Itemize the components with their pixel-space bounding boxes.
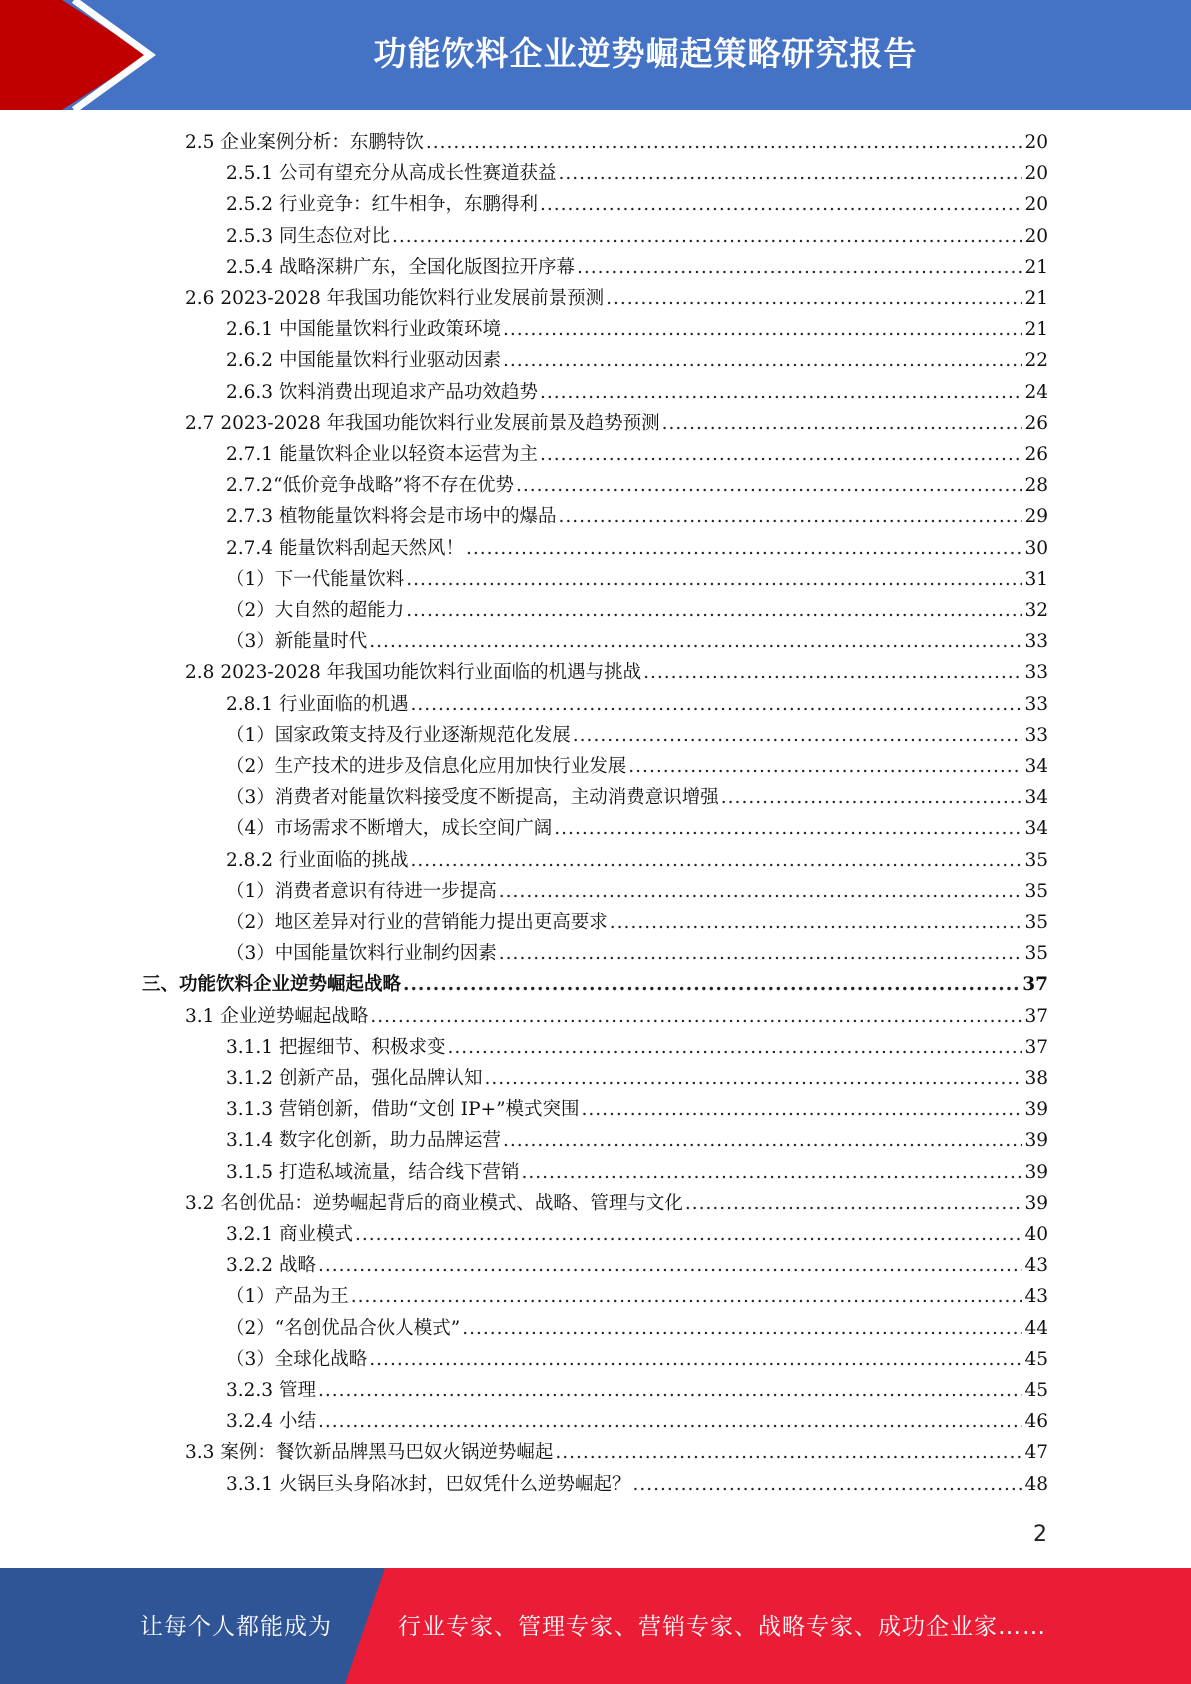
toc-dot-leader [555,1437,1022,1468]
toc-entry[interactable] [226,813,1048,844]
toc-entry-title: 行业面临的挑战 [278,849,409,871]
toc-entry[interactable] [226,876,1048,907]
toc-entry-title: 功能饮料企业逆势崛起战略 [179,974,402,996]
toc-entry-label [226,1032,445,1063]
toc-dot-leader [503,314,1022,345]
toc-dot-leader [540,377,1022,408]
toc-entry-number: 2.8.2 [226,849,274,871]
toc-entry-title: 消费者对能量饮料接受度不断提高，主动消费意识增强 [274,787,719,809]
toc-entry[interactable] [142,969,1048,1000]
toc-entry-label [226,314,501,345]
toc-entry-label [226,1094,580,1125]
toc-entry-title: 火锅巨头身陷冰封，巴奴凭什么逆势崛起？ [278,1473,631,1495]
toc-entry-title: 全球化战略 [274,1348,368,1370]
toc-entry-page: 37 [1024,1036,1048,1058]
toc-entry-number: 2.8 [185,662,215,684]
toc-entry-title: 中国能量饮料行业制约因素 [274,943,497,965]
toc-entry-label [226,221,390,252]
toc-entry-number: 2.7 [185,412,215,434]
toc-entry-number: 3.3 [185,1442,215,1464]
toc-dot-leader [643,657,1022,688]
toc-dot-leader [484,1063,1022,1094]
toc-entry-number: 3.2.2 [226,1255,274,1277]
toc-entry-number: 2.5.2 [226,194,274,216]
toc-entry[interactable] [185,1437,1048,1468]
toc-entry-number: 3.2.4 [226,1411,274,1433]
toc-entry-number: 三、 [142,974,180,996]
toc-dot-leader [466,533,1022,564]
toc-entry-label [226,345,501,376]
toc-entry-page: 40 [1024,1224,1048,1245]
toc-entry-number: 3.2.1 [226,1224,274,1245]
toc-entry-page: 20 [1024,225,1048,247]
toc-entry-title: 战略 [278,1255,316,1277]
toc-entry[interactable] [185,1001,1048,1032]
toc-entry-label [226,1157,519,1188]
toc-entry-number: （2） [226,600,275,621]
toc-entry-title: 中国能量饮料行业政策环境 [278,319,501,341]
toc-entry[interactable] [226,564,1048,595]
toc-entry-number: 2.7.2 [226,475,274,497]
toc-entry-number: 2.5.1 [226,163,274,185]
toc-entry-label [226,720,571,751]
toc-entry-page: 20 [1024,163,1048,185]
toc-entry-number: 2.8.1 [226,693,274,715]
toc-dot-leader [685,1188,1023,1219]
toc-entry[interactable] [226,1063,1048,1094]
toc-entry-page: 35 [1024,912,1048,933]
toc-entry-title: 饮料消费出现追求产品功效趋势 [278,381,538,403]
toc-entry-title: 战略深耕广东，全国化版图拉开序幕 [278,256,575,278]
toc-entry-page: 20 [1024,132,1048,153]
toc-entry-title: 企业案例分析：东鹏特饮 [220,132,424,153]
toc-entry-number: （1） [226,880,275,902]
toc-entry[interactable] [226,689,1048,720]
page-number: 2 [1033,1522,1047,1547]
toc-entry-number: 2.7.3 [226,506,274,528]
toc-dot-leader [462,1313,1022,1344]
toc-entry-page: 34 [1024,787,1048,809]
toc-entry[interactable] [226,845,1048,876]
toc-entry[interactable] [226,377,1048,408]
toc-entry-label [226,1125,501,1156]
toc-entry-page: 33 [1024,724,1048,746]
toc-entry-title: 能量饮料刮起天然风！ [278,537,464,559]
toc-entry[interactable] [226,221,1048,252]
toc-entry-page: 28 [1024,475,1048,497]
toc-entry-number: （1） [226,1286,275,1308]
toc-entry-page: 24 [1024,381,1048,403]
toc-entry-page: 29 [1024,506,1048,528]
toc-entry-title: 行业面临的机遇 [278,693,409,715]
toc-entry-number: 2.5.3 [226,225,274,247]
toc-dot-leader [516,470,1022,501]
toc-entry-title: 大自然的超能力 [274,600,405,621]
toc-entry-number: 2.5 [185,132,215,153]
toc-entry-number: 3.3.1 [226,1473,274,1495]
toc-dot-leader [369,1344,1022,1375]
toc-entry[interactable] [185,127,1048,158]
toc-entry-label [226,1250,316,1281]
toc-entry-title: 2023-2028 年我国功能饮料行业面临的机遇与挑战 [220,662,642,684]
toc-dot-leader [573,720,1023,751]
toc-entry-number: （3） [226,1348,275,1370]
toc-entry[interactable] [226,1375,1048,1406]
toc-entry-page: 31 [1024,568,1048,590]
toc-dot-leader [355,1219,1022,1250]
toc-dot-leader [369,626,1022,657]
toc-entry-number: （1） [226,568,275,590]
toc-entry-label [226,626,367,657]
toc-dot-leader [540,189,1022,220]
toc-entry-title: 管理 [278,1380,316,1401]
toc-dot-leader [721,782,1023,813]
toc-dot-leader [499,938,1023,969]
toc-entry-page: 45 [1024,1348,1048,1370]
toc-entry-number: （3） [226,631,275,653]
toc-entry-page: 39 [1024,1192,1048,1214]
toc-entry[interactable] [226,626,1048,657]
toc-entry[interactable] [226,938,1048,969]
toc-dot-leader [610,907,1023,938]
toc-entry[interactable] [226,252,1048,283]
toc-dot-leader [392,221,1022,252]
toc-entry-label [226,782,719,813]
toc-dot-leader [628,751,1022,782]
toc-entry-number: 3.1.3 [226,1099,274,1121]
toc-entry[interactable] [185,657,1048,688]
toc-entry[interactable] [226,907,1048,938]
toc-dot-leader [318,1375,1022,1406]
toc-entry-title: 案例：餐饮新品牌黑马巴奴火锅逆势崛起 [220,1442,554,1464]
toc-entry[interactable] [226,751,1048,782]
toc-dot-leader [540,439,1022,470]
toc-entry-page: 35 [1024,880,1048,902]
toc-entry[interactable] [226,1157,1048,1188]
toc-entry-label [226,1406,316,1437]
toc-entry-number: （4） [226,818,275,840]
toc-dot-leader [606,283,1022,314]
toc-entry-page: 35 [1024,849,1048,871]
toc-entry-title: 创新产品，强化品牌认知 [278,1068,483,1089]
toc-entry-label [226,252,575,283]
toc-entry-title: 中国能量饮料行业驱动因素 [278,350,501,372]
toc-entry-title: 名创优品：逆势崛起背后的商业模式、战略、管理与文化 [220,1192,683,1214]
toc-entry[interactable] [226,1313,1048,1344]
toc-entry-page: 48 [1024,1473,1048,1495]
toc-entry-page: 21 [1024,319,1048,341]
toc-entry-label [185,1001,368,1032]
toc-entry-page: 21 [1024,288,1048,309]
toc-entry-number: （1） [226,724,275,746]
toc-entry-page: 33 [1024,693,1048,715]
toc-entry[interactable] [226,595,1048,626]
toc-entry-label [226,907,608,938]
toc-entry-title: 地区差异对行业的营销能力提出更高要求 [274,912,608,933]
toc-dot-leader [582,1094,1023,1125]
toc-entry[interactable] [226,1250,1048,1281]
toc-entry-page: 39 [1024,1161,1048,1183]
toc-entry-page: 43 [1024,1286,1048,1308]
toc-entry-label [226,470,514,501]
toc-dot-leader [351,1281,1023,1312]
toc-entry-number: （2） [226,756,275,777]
toc-entry-number: 3.1.4 [226,1130,274,1152]
toc-entry-label [226,564,404,595]
toc-entry-label [185,127,424,158]
toc-entry-title: 数字化创新，助力品牌运营 [278,1130,501,1152]
toc-dot-leader [521,1157,1022,1188]
toc-dot-leader [406,564,1022,595]
toc-entry-title: 2023-2028 年我国功能饮料行业发展前景及趋势预测 [220,412,660,434]
toc-entry-number: 2.7.4 [226,537,274,559]
toc-entry[interactable] [226,1032,1048,1063]
toc-entry-page: 47 [1024,1442,1048,1464]
toc-entry-title: 公司有望充分从高成长性赛道获益 [278,163,557,185]
toc-entry-number: （2） [226,912,275,933]
toc-entry-label [185,1188,683,1219]
toc-entry-title: 消费者意识有待进一步提高 [274,880,497,902]
toc-entry[interactable] [226,1281,1048,1312]
toc-entry-number: 3.1.5 [226,1161,274,1183]
toc-entry-label [226,1313,460,1344]
toc-entry[interactable] [226,501,1048,532]
toc-entry[interactable] [226,439,1048,470]
toc-entry-label [226,1469,630,1500]
toc-entry-page: 21 [1024,256,1048,278]
toc-dot-leader [426,127,1023,158]
toc-entry-title: 打造私域流量，结合线下营销 [278,1161,520,1183]
toc-entry-label [142,969,401,1000]
toc-entry[interactable] [226,314,1048,345]
toc-entry-page: 37 [1022,974,1048,996]
toc-entry-label [226,1063,482,1094]
toc-entry-label [226,439,538,470]
toc-entry-label [185,283,604,314]
footer-banner [0,1568,1191,1684]
toc-entry[interactable] [226,1406,1048,1437]
toc-entry-page: 33 [1024,631,1048,653]
toc-dot-leader [447,1032,1022,1063]
toc-entry-title: 把握细节、积极求变 [278,1036,446,1058]
toc-entry[interactable] [226,470,1048,501]
toc-entry-page: 39 [1024,1130,1048,1152]
toc-entry-number: 2.6.2 [226,350,274,372]
toc-entry-page: 37 [1024,1005,1048,1027]
toc-dot-leader [410,689,1022,720]
toc-entry-page: 34 [1024,818,1048,840]
toc-entry[interactable] [226,533,1048,564]
toc-entry-page: 30 [1024,537,1048,559]
toc-entry-label [226,501,556,532]
toc-entry-number: 3.1.2 [226,1068,274,1089]
toc-entry-number: 2.7.1 [226,444,274,465]
toc-entry-number: （3） [226,787,275,809]
toc-entry[interactable] [226,1469,1048,1500]
toc-entry-label [226,533,464,564]
toc-entry[interactable] [226,189,1048,220]
toc-dot-leader [554,813,1022,844]
toc-entry-page: 26 [1024,412,1048,434]
toc-dot-leader [403,969,1020,1000]
toc-entry-title: 产品为王 [274,1286,349,1308]
toc-entry-number: 3.1.1 [226,1036,274,1058]
toc-entry[interactable] [226,1094,1048,1125]
toc-entry[interactable] [226,1125,1048,1156]
toc-entry-number: 3.2.3 [226,1380,274,1401]
toc-entry-number: 3.2 [185,1192,215,1214]
toc-entry-title: 市场需求不断增大，成长空间广阔 [274,818,553,840]
toc-entry-title: “低价竞争战略”将不存在优势 [273,475,514,497]
toc-entry[interactable] [226,1219,1048,1250]
toc-entry-page: 45 [1024,1380,1048,1401]
toc-entry-title: 能量饮料企业以轻资本运营为主 [278,444,538,465]
toc-dot-leader [406,595,1022,626]
toc-entry-label [226,876,497,907]
toc-dot-leader [558,158,1022,189]
toc-dot-leader [662,408,1023,439]
document-title: 功能饮料企业逆势崛起策略研究报告 [373,34,918,73]
toc-entry-page: 44 [1024,1317,1048,1339]
toc-entry-number: （3） [226,943,275,965]
toc-dot-leader [410,845,1022,876]
toc-entry-title: 营销创新，借助“文创 IP+”模式突围 [278,1099,580,1121]
toc-dot-leader [632,1469,1022,1500]
toc-dot-leader [577,252,1022,283]
toc-entry[interactable] [226,1344,1048,1375]
toc-dot-leader [503,1125,1022,1156]
toc-entry-number: 2.6.3 [226,381,274,403]
toc-entry-title: 国家政策支持及行业逐渐规范化发展 [274,724,571,746]
toc-dot-leader [558,501,1022,532]
toc-entry-page: 39 [1024,1099,1048,1121]
toc-entry-title: 行业竞争：红牛相争，东鹏得利 [278,194,538,216]
toc-entry[interactable] [226,345,1048,376]
toc-entry-title: 小结 [278,1411,316,1433]
toc-entry-label [226,813,552,844]
toc-entry-number: （2） [226,1317,275,1339]
toc-entry-label [226,1344,367,1375]
toc-entry-page: 43 [1024,1255,1048,1277]
toc-entry-title: 植物能量饮料将会是市场中的爆品 [278,506,557,528]
toc-entry-label [226,845,408,876]
toc-entry-label [226,189,538,220]
toc-dot-leader [499,876,1023,907]
toc-entry-label [226,377,538,408]
toc-entry-title: “名创优品合伙人模式” [274,1317,461,1339]
footer-slogan-right: 行业专家、管理专家、营销专家、战略专家、成功企业家…… [398,1614,1046,1640]
toc-entry-title: 同生态位对比 [278,225,390,247]
toc-entry-label [226,938,497,969]
toc-entry-label [226,751,626,782]
toc-entry-number: 2.5.4 [226,256,274,278]
toc-entry-label [226,1219,353,1250]
toc-dot-leader [503,345,1022,376]
toc-entry-label [185,657,641,688]
toc-dot-leader [318,1250,1022,1281]
toc-entry-page: 20 [1024,194,1048,216]
toc-entry-page: 22 [1024,350,1048,372]
toc-entry-label [185,408,660,439]
toc-entry-label [185,1437,553,1468]
toc-entry-title: 2023-2028 年我国功能饮料行业发展前景预测 [220,288,605,309]
toc-entry-number: 2.6.1 [226,319,274,341]
toc-dot-leader [370,1001,1022,1032]
toc-entry-page: 34 [1024,756,1048,777]
toc-entry[interactable] [185,283,1048,314]
toc-entry-page: 46 [1024,1411,1048,1433]
toc-entry-title: 下一代能量饮料 [274,568,405,590]
toc-entry-title: 企业逆势崛起战略 [220,1005,369,1027]
toc-entry-number: 2.6 [185,288,215,309]
toc-entry[interactable] [185,1188,1048,1219]
toc-entry-page: 26 [1024,444,1048,465]
toc-entry-label [226,595,404,626]
footer-slogan-left: 让每个人都能成为 [140,1614,332,1640]
toc-entry[interactable] [226,720,1048,751]
toc-entry-page: 38 [1024,1068,1048,1089]
toc-entry-label [226,158,556,189]
header-banner [0,0,1191,110]
toc-entry[interactable] [226,158,1048,189]
toc-entry-label [226,1281,349,1312]
toc-entry-title: 生产技术的进步及信息化应用加快行业发展 [274,756,627,777]
toc-entry[interactable] [185,408,1048,439]
toc-entry-page: 33 [1024,662,1048,684]
toc-entry-number: 3.1 [185,1005,215,1027]
toc-entry-label [226,689,408,720]
toc-entry-title: 商业模式 [278,1224,353,1245]
toc-entry-page: 35 [1024,943,1048,965]
toc-entry-page: 32 [1024,600,1048,621]
toc-dot-leader [318,1406,1022,1437]
toc-entry[interactable] [226,782,1048,813]
toc-entry-label [226,1375,316,1406]
toc-entry-title: 新能量时代 [274,631,368,653]
